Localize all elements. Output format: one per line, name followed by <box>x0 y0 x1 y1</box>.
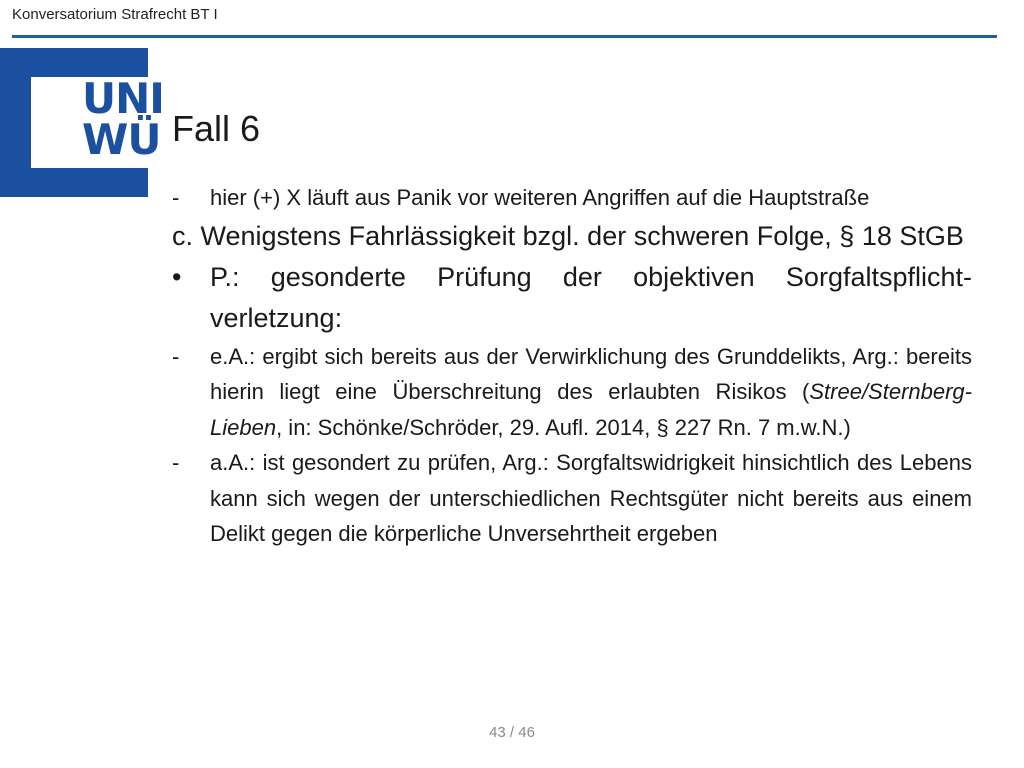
dash-marker: - <box>172 185 180 210</box>
page-number: 43 / 46 <box>489 724 535 741</box>
logo-line-2: WÜ <box>82 115 161 164</box>
dash-marker: - <box>172 450 180 475</box>
university-logo <box>0 48 164 197</box>
list-item <box>172 180 972 216</box>
item-text: c. Wenigstens Fahrlässigkeit bzgl. der schweren Folge, § 18 StGB <box>172 220 964 251</box>
list-item <box>172 339 972 446</box>
bullet-marker: • <box>172 261 182 292</box>
citation-author: Stree/Sternberg-Lieben <box>210 379 972 440</box>
header-title: Konversatorium Strafrecht BT I <box>12 6 218 23</box>
slide-content <box>172 180 972 552</box>
list-item <box>172 257 972 339</box>
logo-wordmark <box>82 74 164 164</box>
item-text: hier (+) X läuft aus Panik vor weiteren Angriffen auf die Hauptstraße <box>210 185 870 210</box>
slide-title: Fall 6 <box>172 108 261 149</box>
section-heading-item <box>172 216 972 257</box>
item-text: , in: Schönke/Schröder, 29. Aufl. 2014, § 227 Rn. 7 m.w.N.) <box>276 414 851 440</box>
header-divider <box>12 35 997 38</box>
item-text: e.A.: ergibt sich bereits aus der Verwirklichung des Grunddelikts, Arg.: bereits hierin liegt eine Überschreitung des erlaubten Risikos ( <box>210 343 972 404</box>
item-text: P.: gesonderte Prüfung der objektiven Sorgfaltspflicht-verletzung: <box>210 261 972 333</box>
logo-line-1: UNI <box>82 74 164 123</box>
item-text: a.A.: ist gesondert zu prüfen, Arg.: Sorgfaltswidrigkeit hinsichtlich des Lebens kann sich wegen der unterschiedlichen Rechtsgüter nicht bereits aus einem Delikt gegen die körperliche Unversehrtheit ergeben <box>210 450 972 546</box>
dash-marker: - <box>172 343 180 369</box>
list-item <box>172 445 972 552</box>
